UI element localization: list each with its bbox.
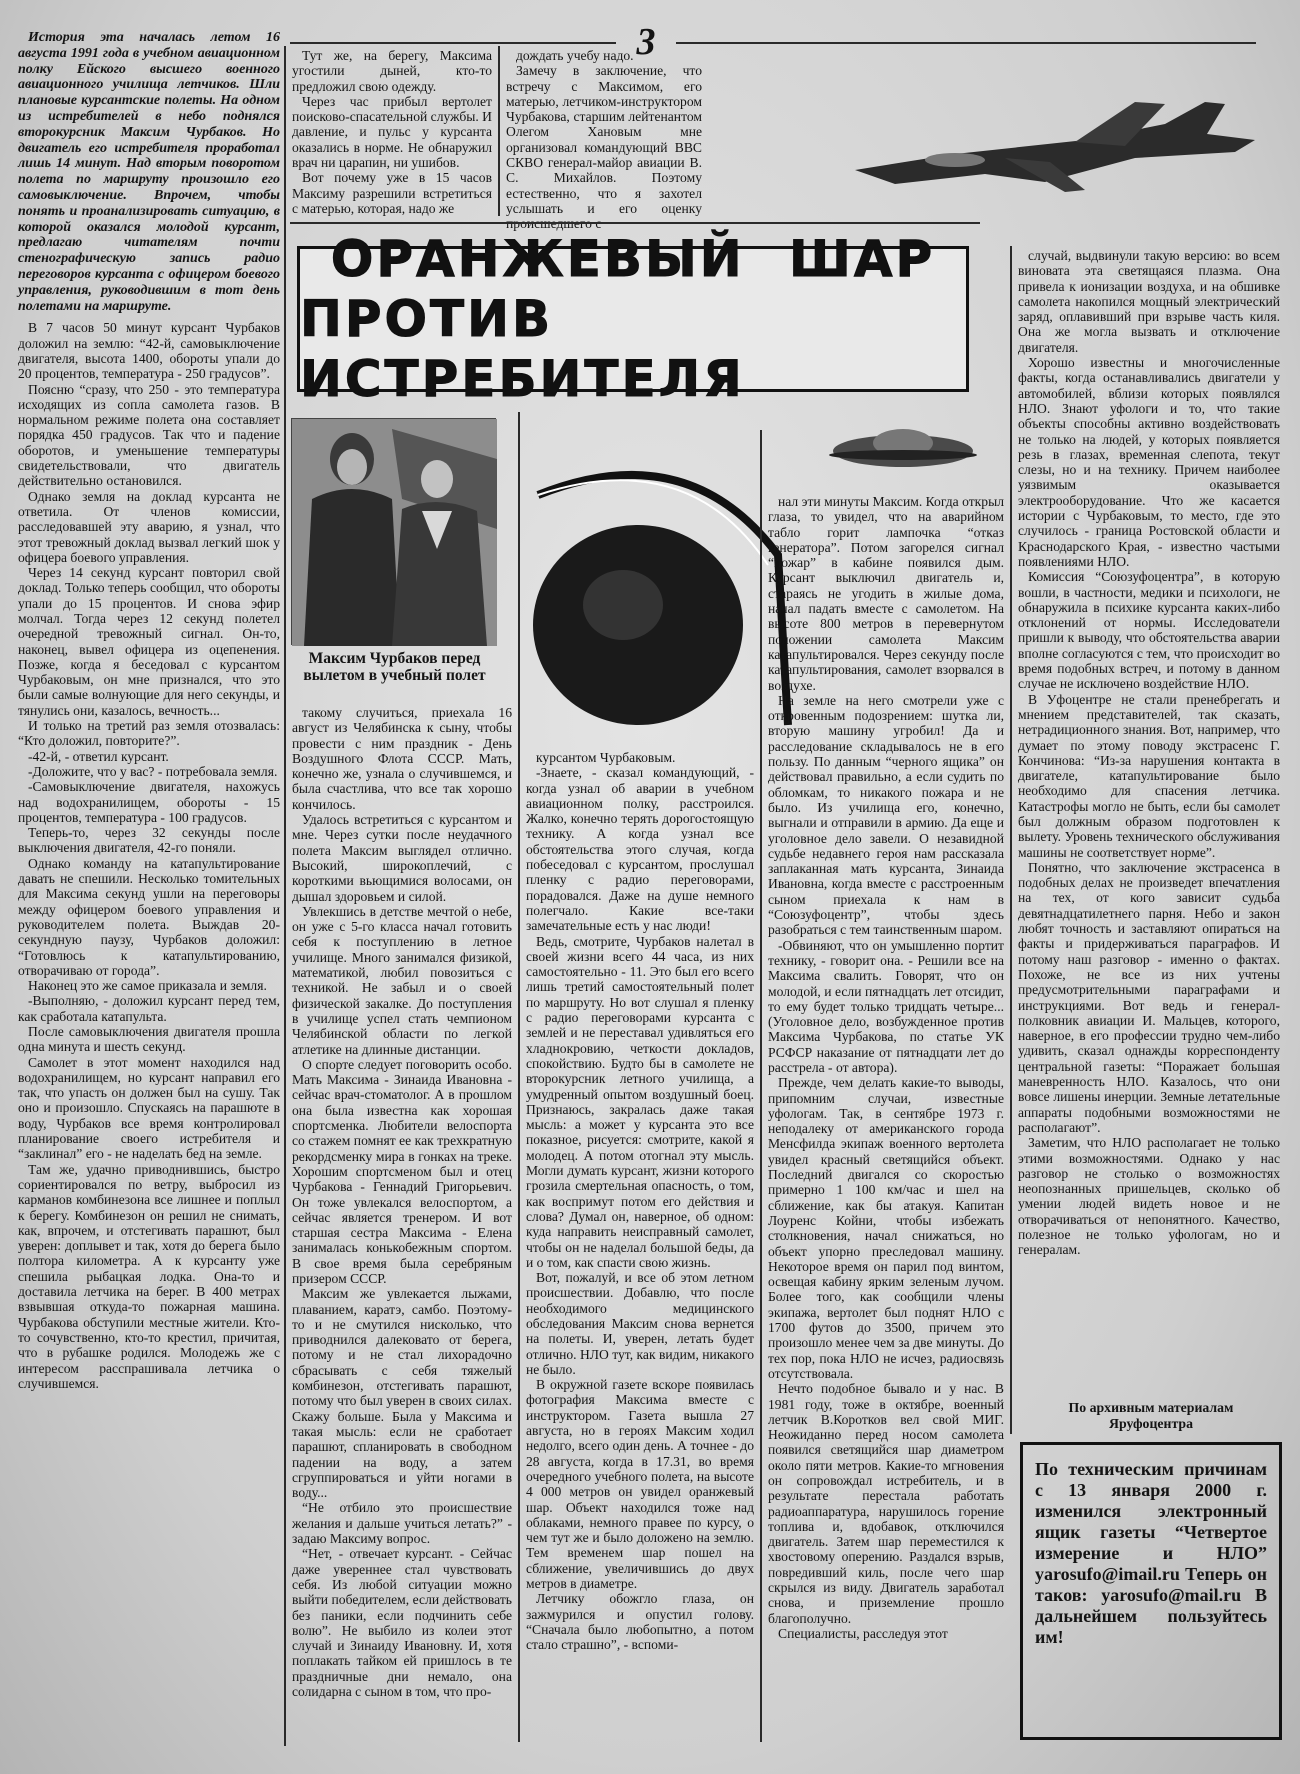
article-paragraph: И только на третий раз земля отозвалась: “Кто доложил, повторите?”. <box>18 718 280 749</box>
column-3-bottom <box>526 750 754 1745</box>
column-rule-4 <box>1010 246 1012 1434</box>
headline-top-rule <box>290 222 980 224</box>
headline-line-2: ПРОТИВ ИСТРЕБИТЕЛЯ <box>300 290 745 408</box>
article-paragraph: Максим же увлекается лыжами, плаванием, каратэ, самбо. Поэтому-то и не смутился нисколько, что приводнился далековато от берега, потому и не стал лихорадочно сбрасывать с себя тяжелый комбинезон, отстегивать парашют, потому что был уверен в своих силах. Скажу больше. Была у Максима и такая мысль: если не сработает парашют, спланировать в свободном падении на воду, а затем сгруппироваться и уйти ногами в воду... <box>292 1286 512 1501</box>
column-2-bottom <box>292 705 512 1745</box>
column-3-top <box>506 48 702 216</box>
article-paragraph: Нечто подобное бывало и у нас. В 1981 году, тоже в октябре, военный летчик В.Коротков вел свой МИГ. Неожиданно перед носом самолета появился светящийся шар диаметром около пяти метров. Какие-то мгновения он сопровождал истребитель, и в результате перестала работать радиоаппаратура, нарушилось горение топлива и, вдобавок, отключился двигатель. Затем шар переместился к хвостовому оперению. Раздался взрыв, повредивший киль, после чего шар скрылся из виду. Двигатель заработал снова, и приземление прошло благополучно. <box>768 1381 1004 1626</box>
top-rule-left <box>290 42 616 44</box>
article-paragraph: “Нет, - отвечает курсант. - Сейчас даже увереннее стал чувствовать себя. Из любой ситуации можно выйти победителем, если действовать без паники, если подчинить себе волю”. Не выбило из колеи этот случай и Зинаиду Ивановну. И, хотя поплакать тайком ей пришлось в те праздничные дни немало, она солидарна с сыном в том, что про- <box>292 1546 512 1699</box>
article-paragraph: Замечу в заключение, что встречу с Максимом, его матерью, летчиком-инструктором Чурбакова, старшим лейтенантом Олегом Хановым мне организовал командующий ВВС СКВО генерал-майор авиации В. С. Михайлов. Поэтому естественно, что я захотел услышать и его оценку <box>506 63 702 216</box>
article-paragraph: Самолет в этот момент находился над водохранилищем, но курсант направил его так, что упасть он должен был на сушу. Так оно и произошло. Спускаясь на парашюте в воду, Чурбаков все время контролировал планирование своего истребителя и “заклинал” его - не наделать бед на земле. <box>18 1054 280 1162</box>
article-paragraph: О спорте следует поговорить особо. Мать Максима - Зинаида Ивановна - сейчас врач-стоматолог. А в прошлом она была известна как хорошая спортсменка. Любители велоспорта со стажем помнят ее как трехкратную рекордсменку мира в гонках на треке. Хорошим спортсменом был и отец Чурбакова - Геннадий Григорьевич. Он тоже увлекался велоспортом, а сейчас является тренером. И вот старшая сестра Максима - Елена занималась конькобежным спортом. В свое время была серебряным призером СССР. <box>292 1056 512 1286</box>
article-paragraph: Через час прибыл вертолет поисково-спасательной службы. И давление, и пульс у курсанта оказались в норме. Не обнаружил врач ни царапин, ни ушибов. <box>292 93 492 171</box>
page-number: 3 <box>636 21 656 63</box>
column-rule-2-top <box>498 46 500 216</box>
article-paragraph: Ведь, смотрите, Чурбаков налетал в своей жизни всего 44 часа, из них самостоятельно - 11. Это был его всего лишь третий самостоятельный полет по маршруту. Но вот слушал я пленку с радио переговорами курсанта с землей и не переставал удивляться его хладнокровию, четкости докладов, спокойствию. Будто бы в самолете не второкурсник летного училища, а умудренный опытом воздушный боец. Признаюсь, закралась даже такая мысль: а может у курсанта это все показное, рисуется: смотрите, какой я молодец. А потом отогнал эту мысль. Могли думать курсант, жизни которого грозила смертельная опасность, о том, как воспримут потом его действия и слова? Думал он, наверное, об одном: куда направить неисправный самолет, чтобы он не наделал большой беды, да и о том, как спасти свою жизнь. <box>526 933 754 1270</box>
article-paragraph: Увлекшись в детстве мечтой о небе, он уже с 5-го класса начал готовить себя к поступлению в летное училище. Много занимался физикой, математикой, любил повозиться с техникой. Не забыл и о своей физической закалке. До поступления в училище успел стать чемпионом Челябинской области по легкой атлетике на длинные дистанции. <box>292 903 512 1057</box>
article-paragraph: -Самовыключение двигателя, нахожусь над водохранилищем, обороты - 15 процентов, температура - 100 градусов. <box>18 779 280 825</box>
column-1-paragraphs <box>18 320 280 1391</box>
article-paragraph: Прежде, чем делать какие-то выводы, припомним случаи, известные уфологам. Так, в сентябре 1973 г. неподалеку от американского города Менсфилда экипаж военного вертолета увидел красный светящийся объект. Последний двигался со скоростью примерно 1 100 км/час и шел на сближение, как бы атакуя. Капитан Лоуренс Койни, чтобы избежать столкновения, начал снижаться, но объект упорно преследовал машину. Некоторое время он парил под винтом, освещая кабину ярким зеленым лучом. Более того, как сообщили члены экипажа, вертолет был поднят НЛО с 1700 футов до 3500, причем это произошло менее чем за две минуты. До тех пор, пока НЛО не исчез, радиосвязь отсутствовала. <box>768 1075 1004 1381</box>
article-signature: По архивным материалам Яруфоцентра <box>1068 1400 1234 1431</box>
article-paragraph: Наконец это же самое приказала и земля. <box>28 978 267 994</box>
top-rule-right <box>676 42 1256 44</box>
article-paragraph: -Обвиняют, что он умышленно портит технику, - говорит она. - Решили все на Максима свалить. Говорят, что он молодой, и если пятнадцать лет отсидит, то ему будет только тридцать четыре... (Уголовное дело, возбужденное против Максима Чурбакова, по статье УК РСФСР наказание от пятнадцати лет до расстрела - от автора). <box>768 937 1004 1075</box>
pilot-photo <box>291 418 496 645</box>
article-paragraph: На земле на него смотрели уже с откровенным подозрением: шутка ли, вторую машину угробил! Да и расследование складывалось не в его пользу. По данным “черного ящика” он действовал правильно, а если судить по обломкам, то никакого пожара и не было. Из училища его, конечно, выгнали и отправили в армию. Да еще и уголовное дело завели. О незавидной судьбе недавнего героя нам рассказала заплаканная мать курсанта, Зинаида Ивановна, когда вместе с расстроенным сыном приехала к нам в “Союзуфоцентр”, чтобы здесь разобраться с тем таинственным шаром. <box>768 692 1004 938</box>
article-paragraph: Понятно, что заключение экстрасенса в подобных делах не произведет впечатления на тех, от кого зависит судьба девятнадцатилетнего парня. Небо и закон любят точность и заставляют опираться на факты и придерживаться параграфов. И потому наш разговор - именно о фактах. Похоже, не все из них учтены предусмотрительными параграфами и инструкциями. Вот ведь и генерал-полковник авиации И. Мальцев, которого, наверное, в его профессии трудно чем-либо удивить, сказал однажды корреспонденту центральной газеты: “Поражает большая маневренность НЛО. Казалось, что они вовсе лишены инерции. Земные летательные аппараты подобными возможностями не располагают”. <box>1018 859 1280 1135</box>
article-paragraph: Вот почему уже в 15 часов Максиму разрешили встретиться с матерью, которая, надо же <box>292 170 492 216</box>
article-paragraph: В окружной газете вскоре появилась фотография Максима вместе с инструктором. Газета вышла 27 августа, но в героях Максим ходил недолго, всего один день. А точнее - до 28 августа, когда в 17.31, во время очередного учебного полета, на высоте 4 000 метров он увидел оранжевый шар. Объект находился тоже над облаками, немного правее по курсу, о чем тут же и было доложено на землю. Тем временем шар пошел на сближение, увеличившись до двух метров в диаметре. <box>526 1377 754 1592</box>
notice-text: По техническим причинам с 13 января 2000 г. изменился электронный ящик газеты “Четвертое измерение и НЛО” yarosufo@imail.ru Теперь он таков: yarosufo@mail.ru В дальнейшем пользуйтесь им! <box>1035 1459 1267 1647</box>
article-paragraph: Хорошо известны и многочисленные факты, когда останавливались двигатели у автомобилей, вблизи которых появлялся НЛО. Знают уфологи и то, что такие объекты способны активно воздействовать не только на людей, у которых появляется резь в глазах, временная слепота, текут слезы, но и на технику. Причем наиболее уязвимым оказывается электрооборудование. Что же касается истории с Чурбаковым, то место, где это случилось - граница Ростовской области и Краснодарского Края, - известно частыми появлениями НЛО. <box>1018 355 1280 569</box>
article-paragraph: Через 14 секунд курсант повторил свой доклад. Только теперь сообщил, что обороты упали до 15 процентов. И снова эфир молчал. Тогда через 12 секунд полетел очередной тревожный сигнал. Он-то, наконец, вывел офицера из оцепенения. Позже, когда я беседовал с курсантом Чурбаковым, он мне признался, что это были самые волнующие для него секунды, и тянулись они, казалось, вечность... <box>18 565 280 718</box>
column-4 <box>768 494 1004 1744</box>
article-paragraph: Однако команду на катапультирование давать не спешили. Несколько томительных для Максима секунд ушли на переговоры между офицером боевого управления и руководителем полета. Выждав 20-секундную паузу, Чурбаков доложил: “Готовлюсь к катапультированию, отворачиваю от города”. <box>18 855 280 978</box>
article-paragraph: Специалисты, расследуя этот <box>778 1625 948 1641</box>
notice-box <box>1020 1442 1282 1740</box>
intro-paragraph: История эта началась летом 16 августа 1991 года в учебном авиационном полку Ейского высшего военного авиационного училища летчиков. Шли плановые курсантские полеты. На одном из истребителей в небо поднялся второкурсник Максим Чурбаков. Но двигатель его истребителя проработал лишь 14 минут. Над вторым поворотом полета по маршруту произошло его самовыключение. Впрочем, чтобы понять и проанализировать ситуацию, в которой оказался молодой курсант, предлагаю читателям почти стенографическую запись радио переговоров курсанта с офицером боевого управления, руководившим в тот день полетами на маршруте. <box>18 30 280 314</box>
column-5 <box>1018 248 1280 1392</box>
article-paragraph: Однако земля на доклад курсанта не ответила. От членов комиссии, расследовавшей эту аварию, я узнал, что этот тревожный доклад вызвал легкий шок у офицера боевого управления. <box>18 488 280 565</box>
column-rule-2 <box>518 412 520 1742</box>
article-paragraph: Теперь-то, через 32 секунды после выключения двигателя, 42-го поняли. <box>18 825 280 856</box>
article-paragraph: Тут же, на берегу, Максима угостили дыней, кто-то предложил свою одежду. <box>292 48 492 94</box>
article-paragraph: -Доложите, что у вас? - потребовала земля. <box>28 763 278 779</box>
headline-box <box>297 230 969 408</box>
column-1 <box>18 30 280 1750</box>
article-paragraph: такому случиться, приехала 16 август из Челябинска к сыну, чтобы провести с ним праздник - День Воздушного Флота СССР. Мать, конечно же, узнала о случившемся, и была счастлива, что все так хорошо кончилось. <box>292 705 512 812</box>
article-paragraph: курсантом Чурбаковым. <box>536 750 676 765</box>
column-rule-3 <box>760 430 762 1742</box>
article-paragraph: Заметим, что НЛО располагает не только этими возможностями. Однако у нас разговор не столько о возможностях неопознанных пришельцев, сколько об умении людей видеть новое и не отворачиваться от непонятного. Качество, полезное не только уфологам, но и генералам. <box>1018 1135 1280 1258</box>
column-2-top <box>292 48 492 216</box>
fighter-jet-illustration <box>835 62 1275 212</box>
headline-line-1: ОРАНЖЕВЫЙ ШАР <box>330 230 936 288</box>
photo-caption: Максим Чурбаков перед вылетом в учебный полет <box>303 650 486 684</box>
article-paragraph: Поясню “сразу, что 250 - это температура исходящих из сопла самолета газов. В нормальном режиме полета она составляет порядка 450 градусов. Так что и падение оборотов, и уменьшение температуры свидетельствовали, что двигатель действительно остановился. <box>18 381 280 489</box>
article-paragraph: Летчику обожгло глаза, он зажмурился и опустил голову. “Сначала было любопытно, а потом стало страшно”, - вспоми- <box>526 1591 754 1653</box>
article-paragraph: “Не отбило это происшествие желания и дальше учиться летать?” - задаю Максиму вопрос. <box>292 1500 512 1547</box>
article-paragraph: В 7 часов 50 минут курсант Чурбаков доложил на землю: “42-й, самовыключение двигателя, высота 1400, обороты упали до 20 процентов, температура - 250 градусов”. <box>18 320 280 382</box>
article-paragraph: После самовыключения двигателя прошла одна минута и шесть секунд. <box>18 1024 280 1055</box>
article-paragraph: -Знаете, - сказал командующий, - когда узнал об аварии в учебном авиационном полку, расстроился. Жалко, конечно терять дорогостоящую технику. А когда узнал все обстоятельства этого случая, когда побеседовал с курсантом, прослушал пленку с радио переговорами, порадовался. Даже на душе немного полегчало. Какие все-таки замечательные есть у нас люди! <box>526 765 754 934</box>
article-paragraph: -42-й, - ответил курсант. <box>28 748 169 764</box>
article-paragraph: дождать учебу надо. <box>516 48 634 63</box>
column-rule-1 <box>284 46 286 1746</box>
article-paragraph: случай, выдвинули такую версию: во всем виновата эта светящаяся плазма. Она привела к ионизации воздуха, и на обшивке самолета накопился мощный электрический заряд, оплавивший при взрыве часть киля. Она же могла вызвать и отключение двигателя. <box>1018 248 1280 355</box>
article-paragraph: Удалось встретиться с курсантом и мне. Через сутки после неудачного полета Максим выглядел отлично. Высокий, широкоплечий, с короткими вьющимися волосами, он дышал здоровьем и силой. <box>292 812 512 904</box>
pilot-photo-image <box>292 419 497 646</box>
article-paragraph: Вот, пожалуй, и все об этом летном происшествии. Добавлю, что после необходимого медицинского обследования Максим снова вернется на полеты. И, уверен, летать будет отлично. НЛО тут, как видим, никакого не было. <box>526 1270 754 1377</box>
article-paragraph: нал эти минуты Максим. Когда открыл глаза, то увидел, что на аварийном табло горит лампочка “отказ генератора”. Потом загорелся сигнал “пожар” в кабине появился дым. Курсант выключил двигатель и, стараясь не угодить в жилые дома, начал падать вместе с самолетом. На высоте 800 метров в перевернутом положении самолета Максим катапультировался. Через секунду после катапультирования, самолет взорвался в воздухе. <box>768 494 1004 693</box>
article-paragraph: Комиссия “Союзуфоцентра”, в которую вошли, в частности, медики и психологи, не обнаружила в психике курсанта каких-либо отклонений от нормы. Исследователи пришли к выводу, что обстоятельства аварии вполне согласуются с тем, что происходит во время подобных встреч, и потому в данном случае не исключено воздействие НЛО. <box>1018 569 1280 692</box>
article-paragraph: В Уфоцентре не стали пренебрегать и мнением представителей, так сказать, нетрадиционного знания. Вот, например, что думает по этому поводу экстрасенс Г. Кончинова: “Из-за нарушения контакта в двигателе, катапультирование было необходимо для спасения летчика. Катастрофы могло не быть, если бы самолет был должным образом подготовлен к вылету. Уровень технического обслуживания машины не соответствует норме”. <box>1018 691 1280 860</box>
article-paragraph: -Выполняю, - доложил курсант перед тем, как сработала катапульта. <box>18 993 280 1024</box>
article-paragraph: Там же, удачно приводнившись, быстро сориентировался по ветру, выбросил из карманов комбинезона все лишнее и поплыл к берегу. Комбинезон он решил не снимать, как, впрочем, и отстегивать парашют, был уверен: доплывет и так, хотя до берега было полтора километра. А к курсанту уже спешила рыбацкая лодка. Она-то и доставила летчика на берег. В 400 метрах взвывшая откуда-то пожарная машина. Чурбакова обступили местные жители. Кто-то сочувственно, кто-то крестил, причитая, что в рубашке родился. Молодежь же с интересом расспрашивала летчика о случившемся. <box>18 1161 280 1391</box>
